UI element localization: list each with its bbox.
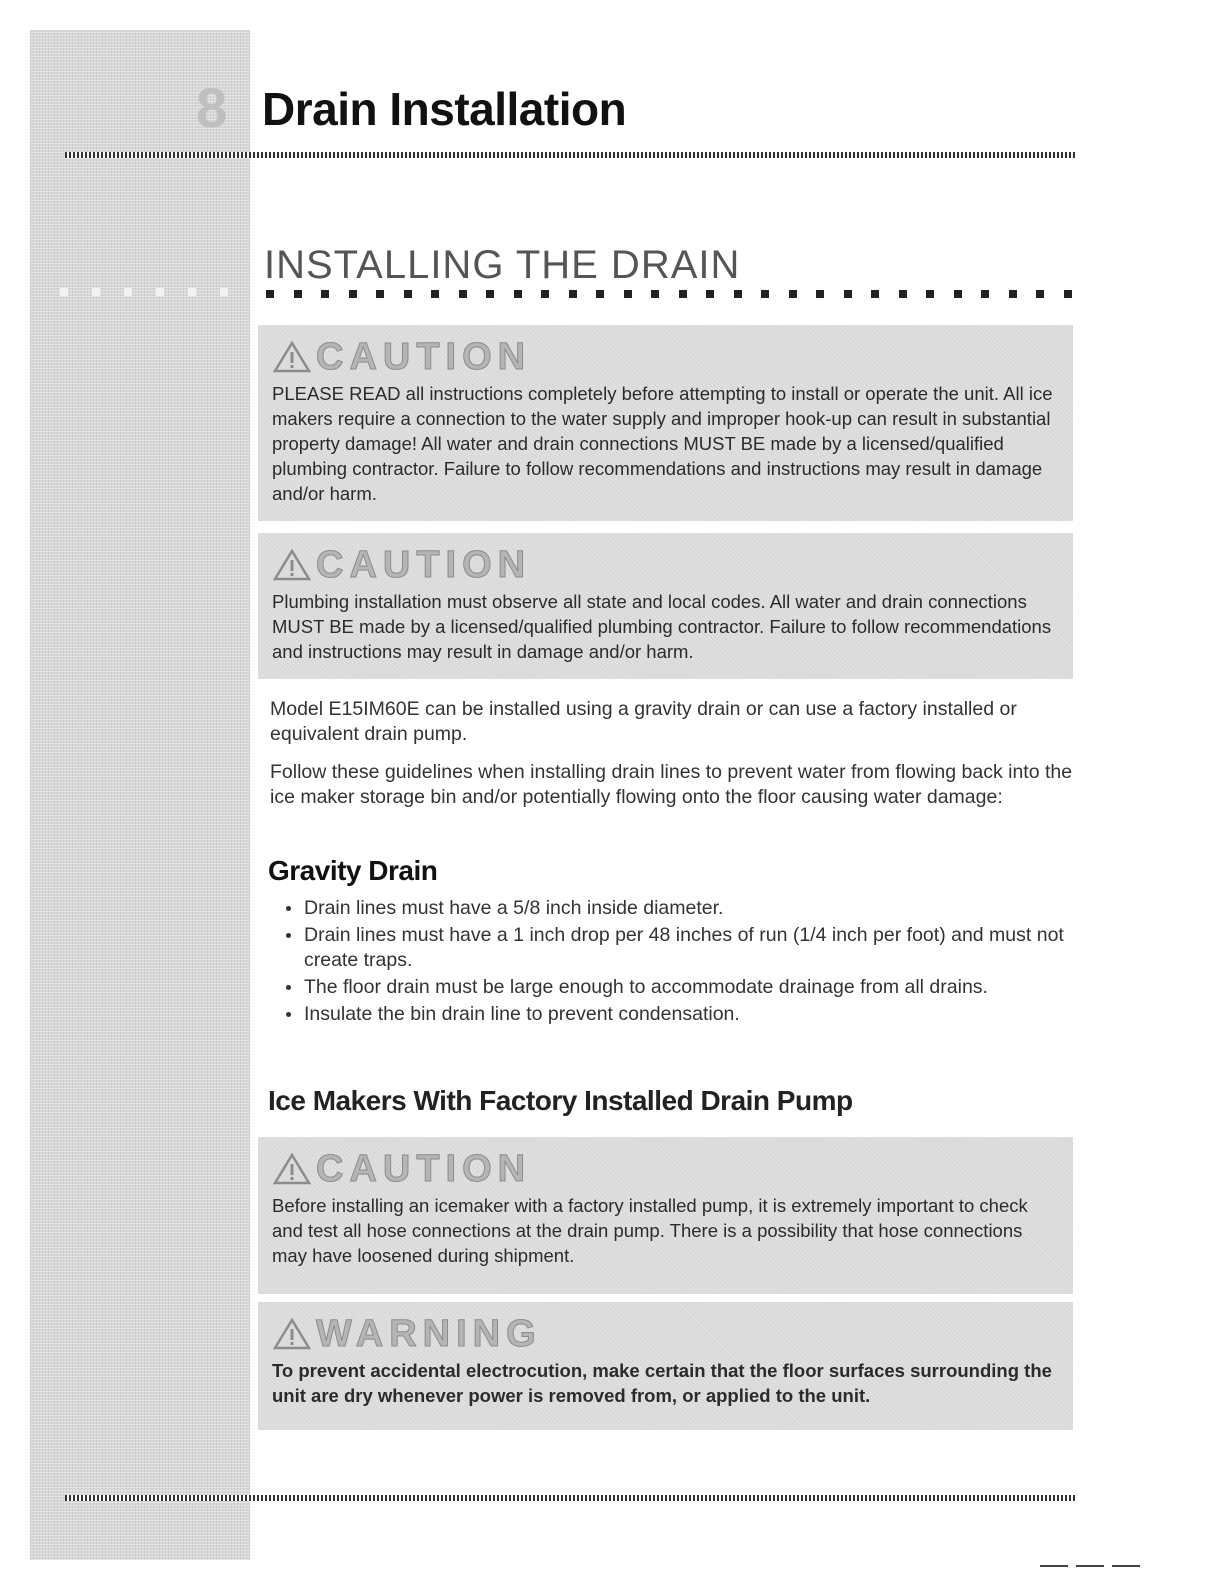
caution-box	[258, 325, 1073, 521]
warning-triangle-icon	[272, 1317, 312, 1351]
caution-box	[258, 1137, 1073, 1294]
caution-label: CAUTION	[316, 335, 532, 378]
gravity-drain-list	[283, 896, 1075, 1029]
list-item: Drain lines must have a 1 inch drop per 48 inches of run (1/4 inch per foot) and must not create traps.	[283, 923, 1075, 973]
caution-header	[272, 543, 1059, 587]
warning-label: WARNING	[316, 1312, 542, 1355]
decorative-sidebar	[30, 30, 250, 1560]
caution-box	[258, 533, 1073, 679]
drain-pump-heading: Ice Makers With Factory Installed Drain Pump	[268, 1085, 853, 1116]
list-item: Drain lines must have a 5/8 inch inside diameter.	[283, 896, 1075, 921]
warning-triangle-icon	[272, 1152, 312, 1186]
warning-triangle-icon	[272, 548, 312, 582]
footer-marks	[1040, 1565, 1140, 1567]
caution-label: CAUTION	[316, 543, 532, 586]
warning-text: To prevent accidental electrocution, make certain that the floor surfaces surrounding the unit are dry whenever power is removed from, or applied to the unit.	[272, 1360, 1052, 1406]
caution-header	[272, 1147, 1059, 1191]
warning-box	[258, 1302, 1073, 1430]
footer-divider	[65, 1495, 1075, 1501]
caution-text: Plumbing installation must observe all state and local codes. All water and drain connections MUST BE made by a licensed/qualified plumbing contractor. Failure to follow recommendations and instructions may result in damage and/or harm.	[272, 591, 1052, 662]
section-title: INSTALLING THE DRAIN	[264, 243, 741, 287]
bullet-icon	[286, 985, 291, 990]
bullet-icon	[286, 906, 291, 911]
caution-text: PLEASE READ all instructions completely before attempting to install or operate the unit. All ice makers require a connection to the water supply and improper hook-up can result in substantial property damage! All water and drain connections MUST BE made by a licensed/qualified plumbing contractor. Failure to follow recommendations and instructions may result in damage and/or harm.	[272, 383, 1053, 504]
model-paragraph: Model E15IM60E can be installed using a gravity drain or can use a factory installed or equivalent drain pump.	[270, 698, 1017, 745]
warning-header	[272, 1312, 1059, 1356]
bullet-icon	[286, 1012, 291, 1017]
section-divider-squares	[266, 290, 1072, 298]
list-item: Insulate the bin drain line to prevent condensation.	[283, 1002, 1075, 1027]
caution-label: CAUTION	[316, 1147, 532, 1190]
bullet-icon	[286, 933, 291, 938]
list-item: The floor drain must be large enough to accommodate drainage from all drains.	[283, 975, 1075, 1000]
warning-triangle-icon	[272, 340, 312, 374]
chapter-title: Drain Installation	[262, 83, 627, 135]
gravity-drain-heading: Gravity Drain	[268, 855, 438, 886]
guidelines-paragraph: Follow these guidelines when installing drain lines to prevent water from flowing back into the ice maker storage bin and/or potentially flowing onto the floor causing water damage:	[270, 761, 1073, 808]
header-divider	[65, 152, 1075, 158]
sidebar-dots	[60, 288, 228, 296]
caution-text: Before installing an icemaker with a factory installed pump, it is extremely important to check and test all hose connections at the drain pump. There is a possibility that hose connections may have loosened during shipment.	[272, 1195, 1028, 1266]
caution-header	[272, 335, 1059, 379]
chapter-number: 8	[196, 76, 228, 139]
